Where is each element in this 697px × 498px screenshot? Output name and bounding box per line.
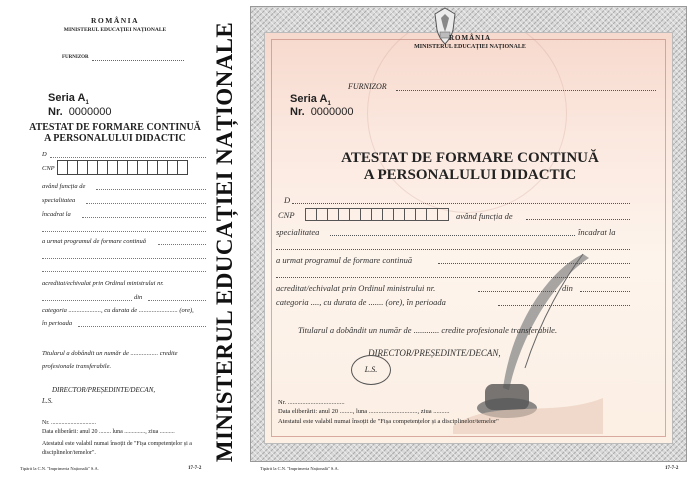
certificate xyxy=(240,0,697,498)
cert-field-cnp: CNP xyxy=(278,210,295,220)
cert-field-from: din xyxy=(562,283,573,293)
cert-issue-date: Data eliberării: anul 20 ........, luna .............................., ziua .......... xyxy=(278,408,450,415)
certificate-stub xyxy=(0,0,210,498)
cert-line-period xyxy=(498,305,630,306)
cert-code: 17-7-2 xyxy=(665,466,679,471)
cert-title xyxy=(260,150,680,184)
stub-field-specialty: specialitatea xyxy=(42,197,76,204)
cert-supplier-label: FURNIZOR xyxy=(348,82,387,91)
cert-series-label: Seria A xyxy=(290,93,328,105)
stub-line-program-2 xyxy=(42,258,206,259)
stub-field-program: a urmat programul de formare continuă xyxy=(42,238,147,245)
stub-seal-label: L.S. xyxy=(42,397,53,405)
band-text: MINISTERUL EDUCAȚIEI NAȚIONALE xyxy=(212,21,237,463)
cert-nr-line: Nr. ................................... xyxy=(278,399,345,406)
stub-field-d: D xyxy=(42,151,47,158)
cert-line-function xyxy=(526,219,630,220)
stub-line-employed xyxy=(82,217,206,218)
stub-series-sub: 1 xyxy=(85,100,89,107)
stub-line-d xyxy=(50,157,206,158)
stub-line-from xyxy=(148,300,206,301)
vertical-ministry-band xyxy=(212,8,238,476)
cert-line-employed xyxy=(276,249,630,250)
stub-country: ROMÂNIA xyxy=(91,16,139,25)
cert-line-program xyxy=(438,263,630,264)
cert-line-order xyxy=(478,291,556,292)
cert-supplier-line xyxy=(396,90,656,91)
stub-validity: Atestatul este valabil numai însoțit de "Fișa competențelor și a xyxy=(42,441,192,447)
cert-line-from xyxy=(580,291,630,292)
stub-validity2: disciplinelor/temelor". xyxy=(42,450,96,456)
stub-field-accredited: acreditat/echivalat prin Ordinul ministrului nr. xyxy=(42,280,164,287)
cert-line-d xyxy=(292,203,630,204)
stub-line-function xyxy=(96,189,206,190)
stub-series xyxy=(48,92,89,106)
stub-line-program-3 xyxy=(42,271,206,272)
stub-printer: Tipărit la C.N. "Imprimeria Națională" S.A. xyxy=(20,466,99,471)
stub-field-cnp: CNP xyxy=(42,165,55,172)
stub-field-function: având funcția de xyxy=(42,183,86,190)
stub-title-line2: A PERSONALULUI DIDACTIC xyxy=(44,133,186,144)
stub-line-program xyxy=(158,244,206,245)
cert-validity: Atestatul este valabil numai însoțit de "Fișa competențelor și a disciplinelor/temelor" xyxy=(278,418,499,425)
stub-number xyxy=(48,106,112,118)
cert-field-program: a urmat programul de formare continuă xyxy=(276,255,413,265)
cert-ministry: MINISTERUL EDUCAȚIEI NAȚIONALE xyxy=(414,44,526,50)
watermark-seal xyxy=(367,32,567,213)
cert-printer: Tipărit la C.N. "Imprimeria Națională" S.A. xyxy=(260,466,339,471)
cert-field-category: categoria ...., cu durata de ....... (ore), în perioada xyxy=(276,297,446,307)
cert-number xyxy=(290,106,354,118)
stub-ministry: MINISTERUL EDUCAȚIEI NAȚIONALE xyxy=(63,27,167,33)
stub-supplier-label: FURNIZOR xyxy=(62,55,89,60)
cert-series-sub: 1 xyxy=(327,101,331,108)
cert-cnp-box[interactable] xyxy=(437,208,449,221)
stub-line-period xyxy=(78,326,206,327)
cert-line-specialty xyxy=(330,235,575,236)
stub-field-employed: încadrat la xyxy=(42,211,71,218)
cert-field-specialty: specialitatea xyxy=(276,227,320,237)
stub-cnp-boxes xyxy=(58,160,188,175)
stub-nr-line: Nr. .............................. xyxy=(42,420,96,426)
stub-title xyxy=(20,122,210,144)
stub-number-value: 0000000 xyxy=(68,106,112,118)
cert-line-program-2 xyxy=(276,277,630,278)
stub-line-order xyxy=(42,300,132,301)
stub-signer: DIRECTOR/PREȘEDINTE/DECAN, xyxy=(52,386,156,394)
cert-title-line2: A PERSONALULUI DIDACTIC xyxy=(363,167,577,183)
cert-country: ROMÂNIA xyxy=(449,34,491,42)
cert-field-function: având funcția de xyxy=(456,211,513,221)
stub-field-category: categoria ...................., cu durata de ........................ (ore), xyxy=(42,307,194,314)
cert-field-credits: Titularul a dobândit un număr de ............ credite profesionale transferabile. xyxy=(298,325,558,335)
stub-field-period: în perioada xyxy=(42,320,73,327)
stub-code: 17-7-2 xyxy=(188,466,202,471)
cert-title-line1: ATESTAT DE FORMARE CONTINUĂ xyxy=(341,150,599,166)
cert-field-d: D xyxy=(284,195,291,205)
stub-line-specialty xyxy=(86,203,206,204)
stub-title-line1: ATESTAT DE FORMARE CONTINUĂ xyxy=(29,122,201,133)
stub-field-credits: Titularul a dobândit un număr de ................. credite xyxy=(42,350,178,357)
stub-cnp-box[interactable] xyxy=(177,160,188,175)
cert-field-accredited: acreditat/echivalat prin Ordinul ministrului nr. xyxy=(276,283,436,293)
stub-line-employed-2 xyxy=(42,231,206,232)
cert-cnp-boxes xyxy=(306,208,449,221)
stub-number-label: Nr. xyxy=(48,106,63,118)
cert-number-value: 0000000 xyxy=(310,106,354,118)
cert-field-employed: încadrat la xyxy=(578,227,616,237)
stub-field-credits2: profesionale transferabile. xyxy=(42,363,112,370)
stub-field-from: din xyxy=(134,294,143,301)
stub-issue-date: Data eliberării: anul 20 ........ luna .............., ziua .......... xyxy=(42,429,175,435)
cert-number-label: Nr. xyxy=(290,106,305,118)
stub-supplier-line xyxy=(92,60,184,61)
cert-signer: DIRECTOR/PREȘEDINTE/DECAN, xyxy=(368,348,501,358)
stub-series-label: Seria A xyxy=(48,92,86,104)
cert-seal-label: L.S. xyxy=(364,365,378,374)
cert-seal-circle xyxy=(351,355,391,385)
